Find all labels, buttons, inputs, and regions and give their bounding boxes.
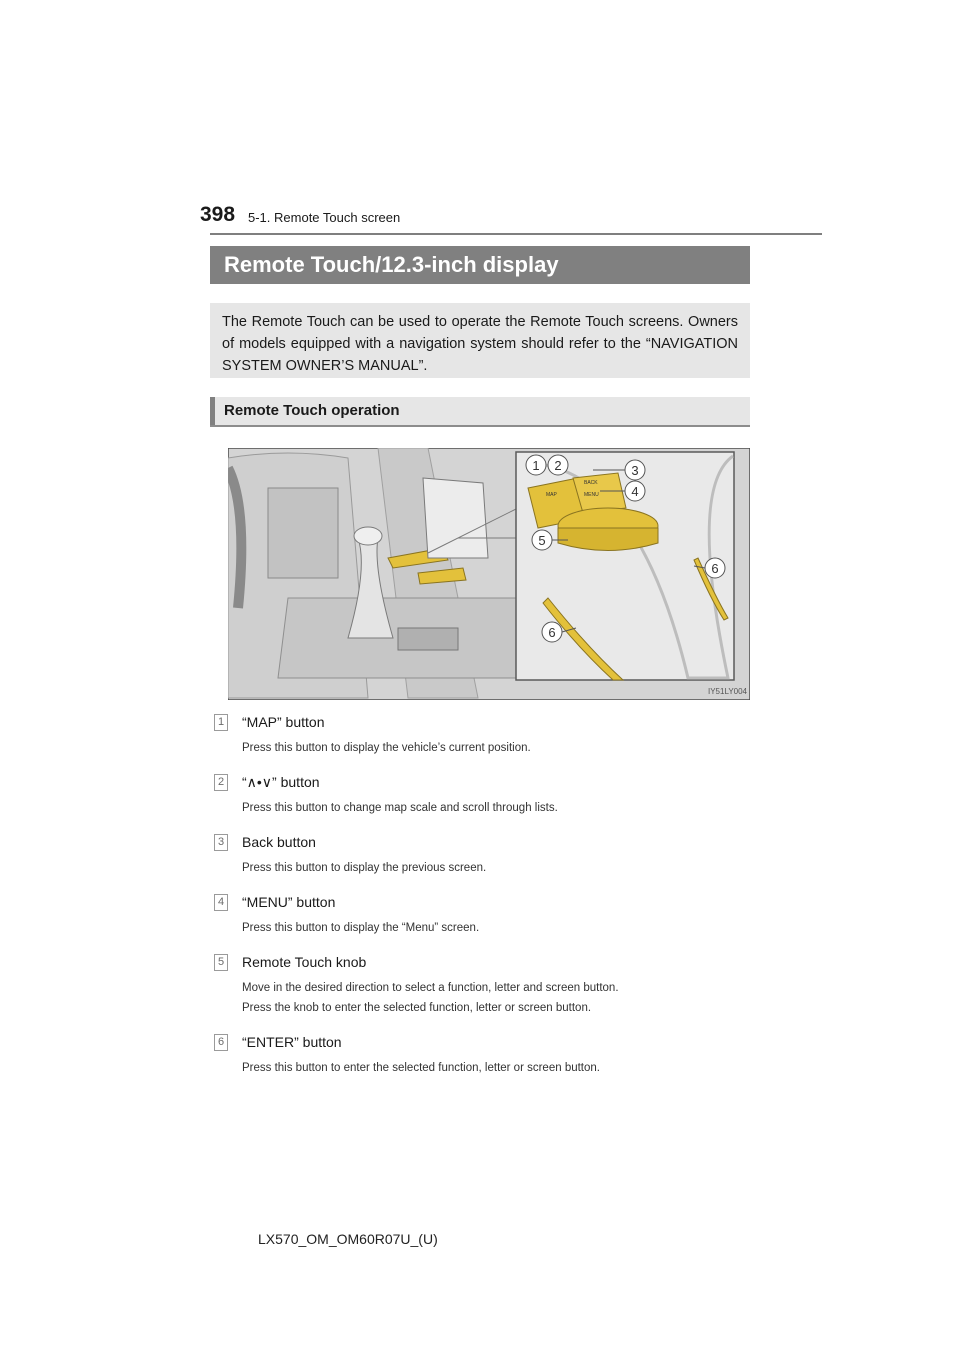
item-description: Press the knob to enter the selected function, letter or screen button.	[242, 1002, 592, 1014]
item-number: 2	[214, 774, 228, 791]
list-item	[214, 832, 754, 878]
item-description: Press this button to display the vehicle’s current position.	[242, 742, 531, 754]
intro-box	[210, 303, 750, 378]
item-title: “∧•∨” button	[242, 774, 320, 790]
header-rule	[210, 233, 822, 235]
subheading	[210, 397, 750, 427]
section-label: 5-1. Remote Touch screen	[248, 210, 401, 225]
list-item	[214, 772, 754, 818]
item-number: 3	[214, 834, 228, 851]
subheading-text: Remote Touch operation	[224, 402, 400, 419]
list-item	[214, 712, 754, 758]
item-title: “MENU” button	[242, 894, 336, 910]
page-title: Remote Touch/12.3-inch display	[224, 252, 559, 277]
title-bar	[210, 246, 750, 284]
callout-4: 4	[631, 484, 639, 499]
item-title: “MAP” button	[242, 714, 325, 730]
subheading-bar	[210, 397, 215, 425]
item-number: 6	[214, 1034, 228, 1051]
list-item	[214, 1032, 754, 1078]
item-description: Press this button to display the previous screen.	[242, 862, 487, 874]
list-item	[214, 892, 754, 938]
item-number: 1	[214, 714, 228, 731]
figure-code: IY51LY004	[708, 687, 747, 696]
item-number: 4	[214, 894, 228, 911]
item-title: Remote Touch knob	[242, 954, 367, 970]
remote-touch-illustration	[228, 448, 750, 700]
item-number: 5	[214, 954, 228, 971]
callout-1: 1	[532, 458, 540, 473]
callout-6a: 6	[711, 561, 719, 576]
item-description: Press this button to display the “Menu” screen.	[242, 922, 480, 934]
callout-2: 2	[554, 458, 562, 473]
item-title: Back button	[242, 834, 316, 850]
callout-6b: 6	[548, 625, 556, 640]
callout-5: 5	[538, 533, 546, 548]
page-number: 398	[200, 203, 236, 226]
back-key-label: BACK	[584, 480, 598, 486]
item-list	[214, 712, 754, 1092]
list-item	[214, 952, 754, 1018]
map-key-label: MAP	[546, 492, 557, 498]
footer-code: LX570_OM_OM60R07U_(U)	[258, 1231, 438, 1247]
intro-text: The Remote Touch can be used to operate the Remote Touch screens. Owners of models equipped with a navigation system should refer to the “NAVIGATION SYSTEM OWNER’S MANUAL”.	[222, 314, 738, 374]
item-description: Press this button to change map scale and scroll through lists.	[242, 802, 558, 814]
item-description: Move in the desired direction to select a function, letter and screen button.	[242, 982, 619, 994]
item-description: Press this button to enter the selected function, letter or screen button.	[242, 1062, 600, 1074]
item-title: “ENTER” button	[242, 1034, 342, 1050]
callout-3: 3	[631, 463, 639, 478]
menu-key-label: MENU	[584, 492, 599, 498]
